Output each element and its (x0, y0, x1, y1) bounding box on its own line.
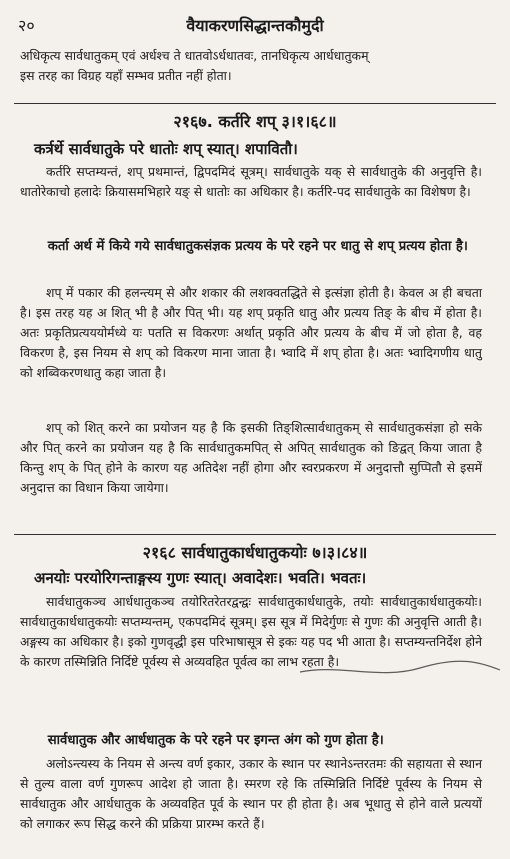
page-number: २० (18, 16, 35, 35)
sutra-2168-para-1: सार्वधातुकञ्च आर्धधातुकञ्च तयोरितरेतरद्वन्द्वः सार्वधातुकार्धधातुके, तयोः सार्वधातुकार्धधातुकयोः। सार्वधातुकार्धधातुकयोः सप्तम्यन्तम्, एकपदमिदं सूत्रम्। इस सूत्र में मिदेर्गुणः से गुणः की अनुवृत्ति आती है। अङ्गस्य का अधिकार है। इको गुणवृद्धी इस परिभाषासूत्र से इकः यह पद भी आता है। सप्तम्यन्तनिर्देश होने के कारण तस्मिन्निति निर्दिष्टे पूर्वस्य से अव्यवहित पूर्वत्व का लाभ रहता है। (20, 594, 482, 670)
sutra-2167-para-3: शप् में पकार की हलन्त्यम् से और शकार की लशक्वतद्धिते से इत्संज्ञा होती है। केवल अ ही बचता है। इस तरह यह अ शित् भी है और पित् भी। यह शप् प्रकृति धातु और प्रत्यय तिङ् के बीच में होता है। अतः प्रकृतिप्रत्यययोर्मध्ये यः पतति स विकरणः अर्थात् प्रकृति और प्रत्यय के बीच में जो होता है, वह विकरण है, इस नियम से शप् को विकरण माना जाता है। भ्वादि में शप् होता है। अतः भ्वादिगणीय धातु को शब्विकरणधातु कहा जाता है। (20, 285, 482, 381)
sutra-2167-meaning: कर्ता अर्थ में किये गये सार्वधातुकसंज्ञक प्रत्यय के परे रहने पर धातु से शप् प्रत्यय होता है। (47, 239, 468, 254)
intro-line-2: इस तरह का विग्रह यहाँ सम्भव प्रतीत नहीं होता। (20, 68, 232, 84)
page-header (18, 14, 492, 36)
intro-line-1: अधिकृत्य सार्वधातुकम् एवं अर्धश्च ते धातवोऽर्धधातवः, तानधिकृत्य आर्धधातुकम् (20, 48, 369, 63)
sutra-2167-vrtti: कर्त्रर्थे सार्वधातुके परे धातोः शप् स्यात्। शपावितौ। (34, 140, 298, 158)
sutra-2167-para-4: शप् को शित् करने का प्रयोजन यह है कि इसकी तिङ्शित्सार्वधातुकम् से सार्वधातुकसंज्ञा हो सके और पित् करने का प्रयोजन यह है कि सार्वधातुकमपित् से अपित् सार्वधातुक को ङिद्वत् किया जाता है किन्तु शप् के पित् होने के कारण यह अतिदेश नहीं होगा और स्वरप्रकरण में अनुदात्तौ सुप्पितौ से इसमें अनुदात्त का विधान किया जायेगा। (20, 420, 482, 496)
sutra-2168-vrtti: अनयोः परयोरिगन्ताङ्गस्य गुणः स्यात्। अवादेशः। भवति। भवतः। (34, 569, 367, 587)
sutra-2168-heading: २१६८ सार्वधातुकार्धधातुकयोः ७।३।८४॥ (142, 543, 368, 562)
section-divider-1 (14, 103, 496, 104)
sutra-2168-meaning: सार्वधातुक और आर्धधातुक के परे रहने पर इगन्त अंग को गुण होता है। (47, 733, 384, 748)
sutra-2167-para-1: कर्तरि सप्तम्यन्तं, शप् प्रथमान्तं, द्विपदमिदं सूत्रम्। सार्वधातुके यक् से सार्वधातुके की अनुवृत्ति है। धातोरेकाचो हलादेः क्रियासमभिहारे यङ् से धातोः का अधिकार है। कर्तरि-पद सार्वधातुके का विशेषण है। (20, 164, 482, 200)
intro-paragraph (20, 46, 482, 86)
section-divider-2 (14, 534, 496, 535)
book-title: वैयाकरणसिद्धान्तकौमुदी (186, 16, 324, 35)
sutra-2167-heading: २१६७. कर्तरि शप् ३।१।६८॥ (173, 112, 337, 131)
sutra-2168-para-3: अलोऽन्त्यस्य के नियम से अन्त्य वर्ण इकार, उकार के स्थान पर स्थानेऽन्तरतमः की सहायता से स्थान से तुल्य वाला वर्ण गुणरूप आदेश हो जाता है। स्मरण रहे कि तस्मिन्निति निर्दिष्टे पूर्वस्य के नियम से सार्वधातुक और आर्धधातुक के अव्यवहित पूर्व के स्थान पर ही होता है। अब भूधातु से होने वाले प्रत्ययों को लगाकर रूप सिद्ध करने की प्रक्रिया प्रारम्भ करते हैं। (20, 756, 482, 832)
